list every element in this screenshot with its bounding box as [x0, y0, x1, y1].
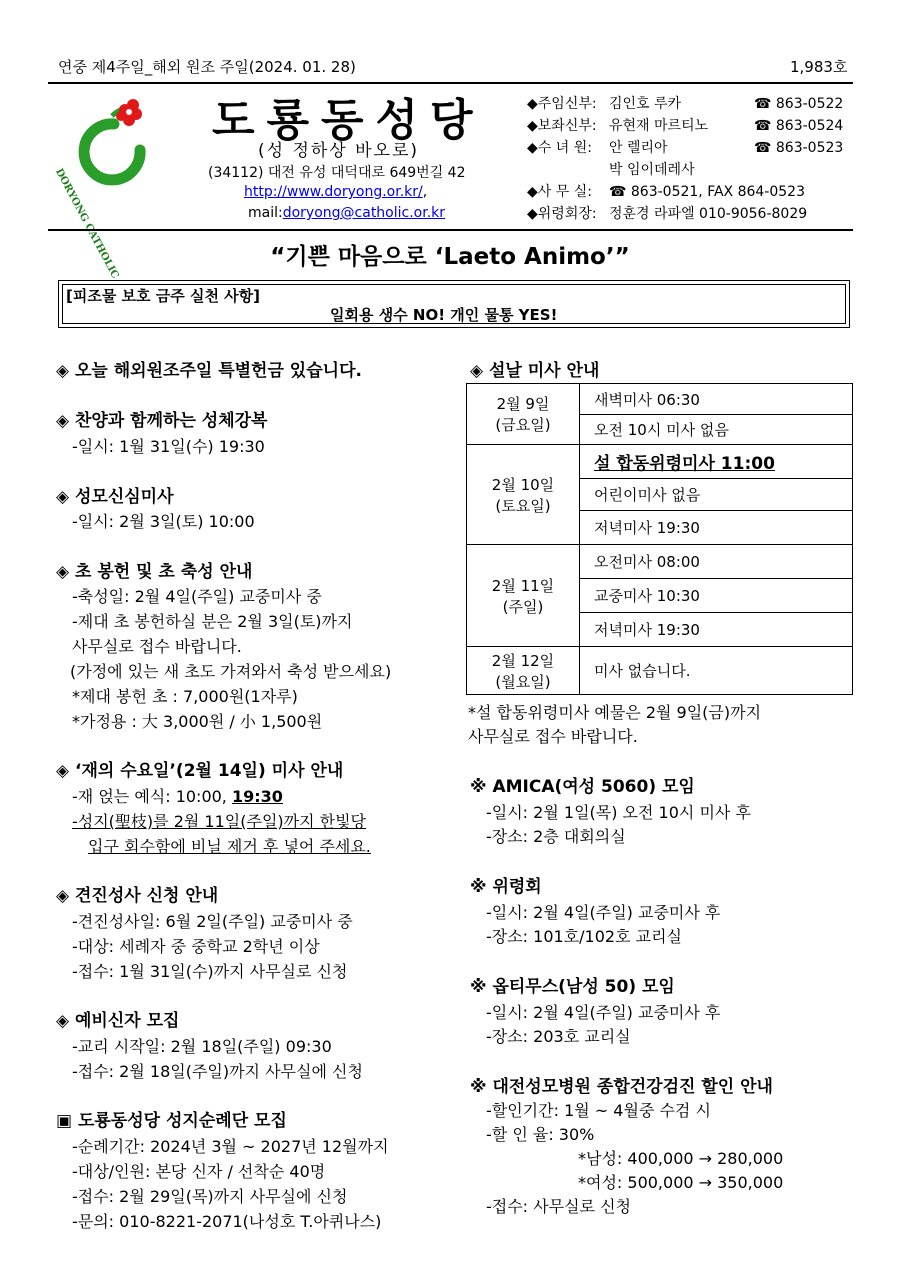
motto: “기쁜 마음으로 ‘Laeto Animo’” [270, 244, 630, 270]
list-item: -할인기간: 1월 ~ 4월중 수검 시 [486, 1101, 711, 1120]
staff-convent: ◆수 녀 원: 안 렐리아 ☎ 863-0523 [527, 140, 844, 156]
list-item: -장소: 2층 대회의실 [486, 827, 626, 846]
header-rule [48, 229, 853, 231]
table-cell: 오전미사 08:00 [580, 545, 853, 579]
table-cell: 교중미사 10:30 [580, 579, 853, 613]
list-item: -견진성사일: 6월 2일(주일) 교중미사 중 [72, 912, 353, 931]
table-note: 사무실로 접수 바랍니다. [468, 727, 638, 746]
table-cell-day: 2월 10일 (토요일) [467, 445, 580, 545]
list-item: *여성: 500,000 → 350,000 [578, 1173, 784, 1192]
list-item: *제대 봉헌 초 : 7,000원(1자루) [72, 687, 298, 706]
table-cell: 저녁미사 19:30 [580, 511, 853, 545]
list-item: (가정에 있는 새 초도 가져와서 축성 받으세요) [70, 662, 392, 681]
list-item: -접수: 사무실로 신청 [486, 1197, 631, 1216]
issue-number: 1,983호 [790, 58, 848, 76]
notice-text: 일회용 생수 NO! 개인 물통 YES! [330, 306, 558, 324]
list-item: -접수: 2월 18일(주일)까지 사무실에 신청 [72, 1062, 363, 1081]
table-cell: 오전 10시 미사 없음 [580, 415, 853, 445]
section-marian-mass: ◈ 성모신심미사 [56, 487, 174, 507]
list-item: -문의: 010-8221-2071(나성호 T.아퀴나스) [72, 1212, 382, 1231]
website: http://www.doryong.or.kr/, [244, 184, 428, 200]
list-item: 사무실로 접수 바랍니다. [72, 637, 242, 656]
table-cell-day: 2월 12일 (월요일) [467, 647, 580, 695]
issue-date: 연중 제4주일_해외 원조 주일(2024. 01. 28) [58, 58, 356, 76]
notice-title: [피조물 보호 금주 실천 사항] [66, 287, 260, 305]
list-item: -일시: 2월 4일(주일) 교중미사 후 [486, 1003, 721, 1022]
list-item: -장소: 203호 교리실 [486, 1027, 631, 1046]
table-cell: 새벽미사 06:30 [580, 384, 853, 415]
phone-icon: ☎ 863-0522 [754, 96, 844, 112]
list-item: -접수: 1월 31일(수)까지 사무실로 신청 [72, 962, 348, 981]
staff-assistant: ◆보좌신부: 유현재 마르티노 ☎ 863-0524 [527, 118, 844, 134]
staff-pastor: ◆주임신부: 김인호 루카 ☎ 863-0522 [527, 96, 844, 112]
address: (34112) 대전 유성 대덕대로 649번길 42 [208, 165, 466, 181]
table-cell: 설 합동위령미사 11:00 [580, 445, 853, 479]
section-adoration: ◈ 찬양과 함께하는 성체강복 [56, 411, 268, 431]
church-name: 도룡동성당 [212, 95, 485, 146]
section-health-checkup: ※ 대전성모병원 종합건강검진 할인 안내 [470, 1077, 773, 1097]
patron-saint: (성 정하상 바오로) [258, 141, 420, 161]
staff-convent-2: 박 임이데레사 [609, 162, 695, 178]
section-catechumen: ◈ 예비신자 모집 [56, 1011, 180, 1031]
mass-schedule-table [466, 383, 853, 695]
list-item: -일시: 2월 1일(목) 오전 10시 미사 후 [486, 803, 751, 822]
list-item: -제대 초 봉헌하실 분은 2월 3일(토)까지 [72, 612, 353, 631]
phone-icon: ☎ 863-0523 [754, 140, 844, 156]
table-note: *설 합동위령미사 예물은 2월 9일(금)까지 [468, 703, 762, 722]
section-mission-collection: ◈ 오늘 해외원조주일 특별헌금 있습니다. [56, 361, 362, 381]
section-amica: ※ AMICA(여성 5060) 모임 [470, 777, 695, 797]
list-item: -교리 시작일: 2월 18일(주일) 09:30 [72, 1037, 332, 1056]
section-memorial-society: ※ 위령회 [470, 877, 542, 897]
staff-memorial: ◆위령회장: 정훈경 라파엘 010-9056-8029 [527, 206, 808, 222]
website-link[interactable]: http://www.doryong.or.kr/ [244, 184, 423, 200]
table-cell: 어린이미사 없음 [580, 479, 853, 511]
list-item: -순례기간: 2024년 3월 ~ 2027년 12월까지 [72, 1137, 389, 1156]
table-cell: 미사 없습니다. [580, 647, 853, 695]
list-item: *남성: 400,000 → 280,000 [578, 1149, 784, 1168]
section-optimus: ※ 옵티무스(남성 50) 모임 [470, 977, 675, 997]
table-cell-day: 2월 11일 (주일) [467, 545, 580, 647]
list-item: -재 얹는 예식: 10:00, 19:30 [72, 787, 283, 806]
section-candle: ◈ 초 봉헌 및 초 축성 안내 [56, 562, 253, 582]
list-item: -일시: 2월 4일(주일) 교중미사 후 [486, 903, 721, 922]
list-item: -대상: 세례자 중 중학교 2학년 이상 [72, 937, 320, 956]
table-cell: 저녁미사 19:30 [580, 613, 853, 647]
email-link[interactable]: doryong@catholic.or.kr [282, 205, 446, 221]
list-item: -할 인 율: 30% [486, 1125, 595, 1144]
staff-office: ◆사 무 실: ☎ 863-0521, FAX 864-0523 [527, 184, 805, 200]
marian-mass-date: -일시: 2월 3일(토) 10:00 [72, 512, 255, 531]
list-item: -축성일: 2월 4일(주일) 교중미사 중 [72, 587, 322, 606]
list-item: 입구 회수함에 비닐 제거 후 넣어 주세요. [88, 837, 371, 856]
list-item: -성지(聖枝)를 2월 11일(주일)까지 한빛당 [72, 812, 367, 831]
logo-text: DORYONG CATHOLIC [53, 166, 121, 281]
section-ash-wednesday: ◈ ‘재의 수요일’(2월 14일) 미사 안내 [56, 761, 344, 781]
list-item: -장소: 101호/102호 교리실 [486, 927, 682, 946]
list-item: -대상/인원: 본당 신자 / 선착순 40명 [72, 1162, 326, 1181]
adoration-date: -일시: 1월 31일(수) 19:30 [72, 437, 265, 456]
list-item: *가정용 : 大 3,000원 / 小 1,500원 [72, 712, 323, 731]
church-logo [52, 94, 177, 281]
phone-icon: ☎ 863-0524 [754, 118, 844, 134]
section-confirmation: ◈ 견진성사 신청 안내 [56, 886, 219, 906]
email: mail:doryong@catholic.or.kr [248, 205, 446, 221]
list-item: -접수: 2월 29일(목)까지 사무실에 신청 [72, 1187, 348, 1206]
section-pilgrimage: ▣ 도룡동성당 성지순례단 모집 [56, 1111, 287, 1131]
section-lunar-new-year-mass: ◈ 설날 미사 안내 [470, 361, 600, 381]
table-cell-day: 2월 9일 (금요일) [467, 384, 580, 445]
